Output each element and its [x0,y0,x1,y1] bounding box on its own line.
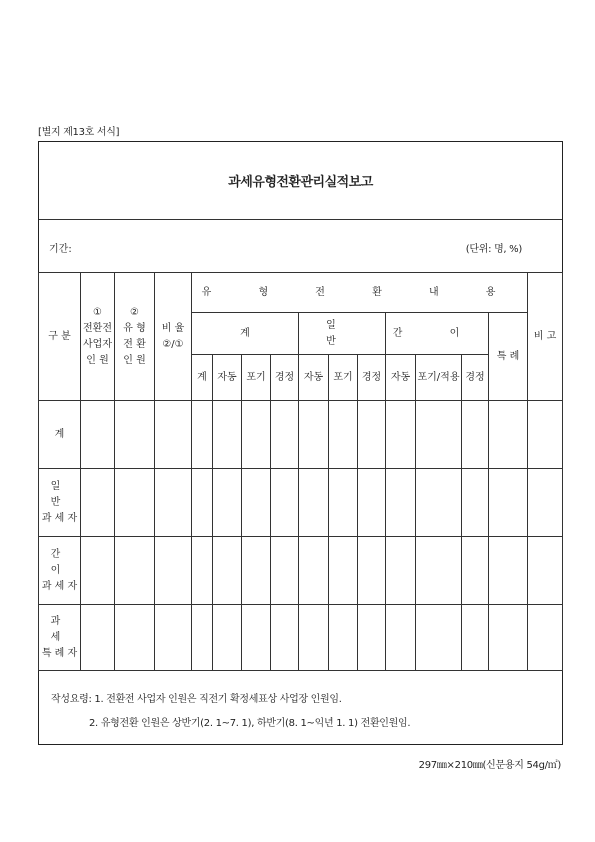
header-group-simple: 간 이 [386,313,489,355]
header-conversion-content: 유 형 전 환 내 용 [192,273,528,313]
header-converted: ② 유 형 전 환 인 원 [115,273,155,401]
row-label-special: 과 세 특 례 자 [39,605,81,671]
subheader-general-correct: 경정 [358,355,386,401]
report-table [38,272,563,671]
table-row [39,401,563,469]
period-row [39,220,562,272]
subheader-general-waive: 포기 [329,355,358,401]
row-label-total: 계 [39,401,81,469]
title-section [39,142,562,220]
form-number: [별지 제13호 서식] [38,127,120,138]
row-label-simple: 간 이 과 세 자 [39,537,81,605]
form-title: 과세유형전환관리실적보고 [228,175,373,190]
subheader-simple-auto: 자동 [386,355,416,401]
unit-label: (단위: 명, %) [465,244,522,255]
period-label: 기간: [49,244,72,255]
table-row [39,605,563,671]
header-ratio: 비 율 ②/① [155,273,192,401]
table-row [39,469,563,537]
header-special: 특 례 [489,313,528,401]
header-group-total: 계 [192,313,299,355]
subheader-total-waive: 포기 [242,355,271,401]
header-group-general: 일 반 [299,313,386,355]
subheader-simple-correct: 경정 [462,355,489,401]
table-row [39,537,563,605]
header-remarks: 비 고 [528,273,563,401]
header-pre-conversion: ① 전환전 사업자 인 원 [81,273,115,401]
instruction-line-1: 작성요령: 1. 전환전 사업자 인원은 직전기 확정세표상 사업장 인원임. [51,694,342,705]
subheader-simple-waive: 포기/적용 [416,355,462,401]
subheader-total-auto: 자동 [213,355,242,401]
report-form [38,141,563,745]
subheader-general-auto: 자동 [299,355,329,401]
instructions [39,668,562,744]
row-label-general: 일 반 과 세 자 [39,469,81,537]
instruction-line-2: 2. 유형전환 인원은 상반기(2. 1~7. 1), 하반기(8. 1~익년 1. 1) 전환인원임. [89,718,411,729]
subheader-total-sum: 계 [192,355,213,401]
header-category: 구 분 [39,273,81,401]
subheader-total-correct: 경정 [271,355,299,401]
paper-spec: 297㎜×210㎜(신문용지 54g/㎡) [418,760,561,771]
